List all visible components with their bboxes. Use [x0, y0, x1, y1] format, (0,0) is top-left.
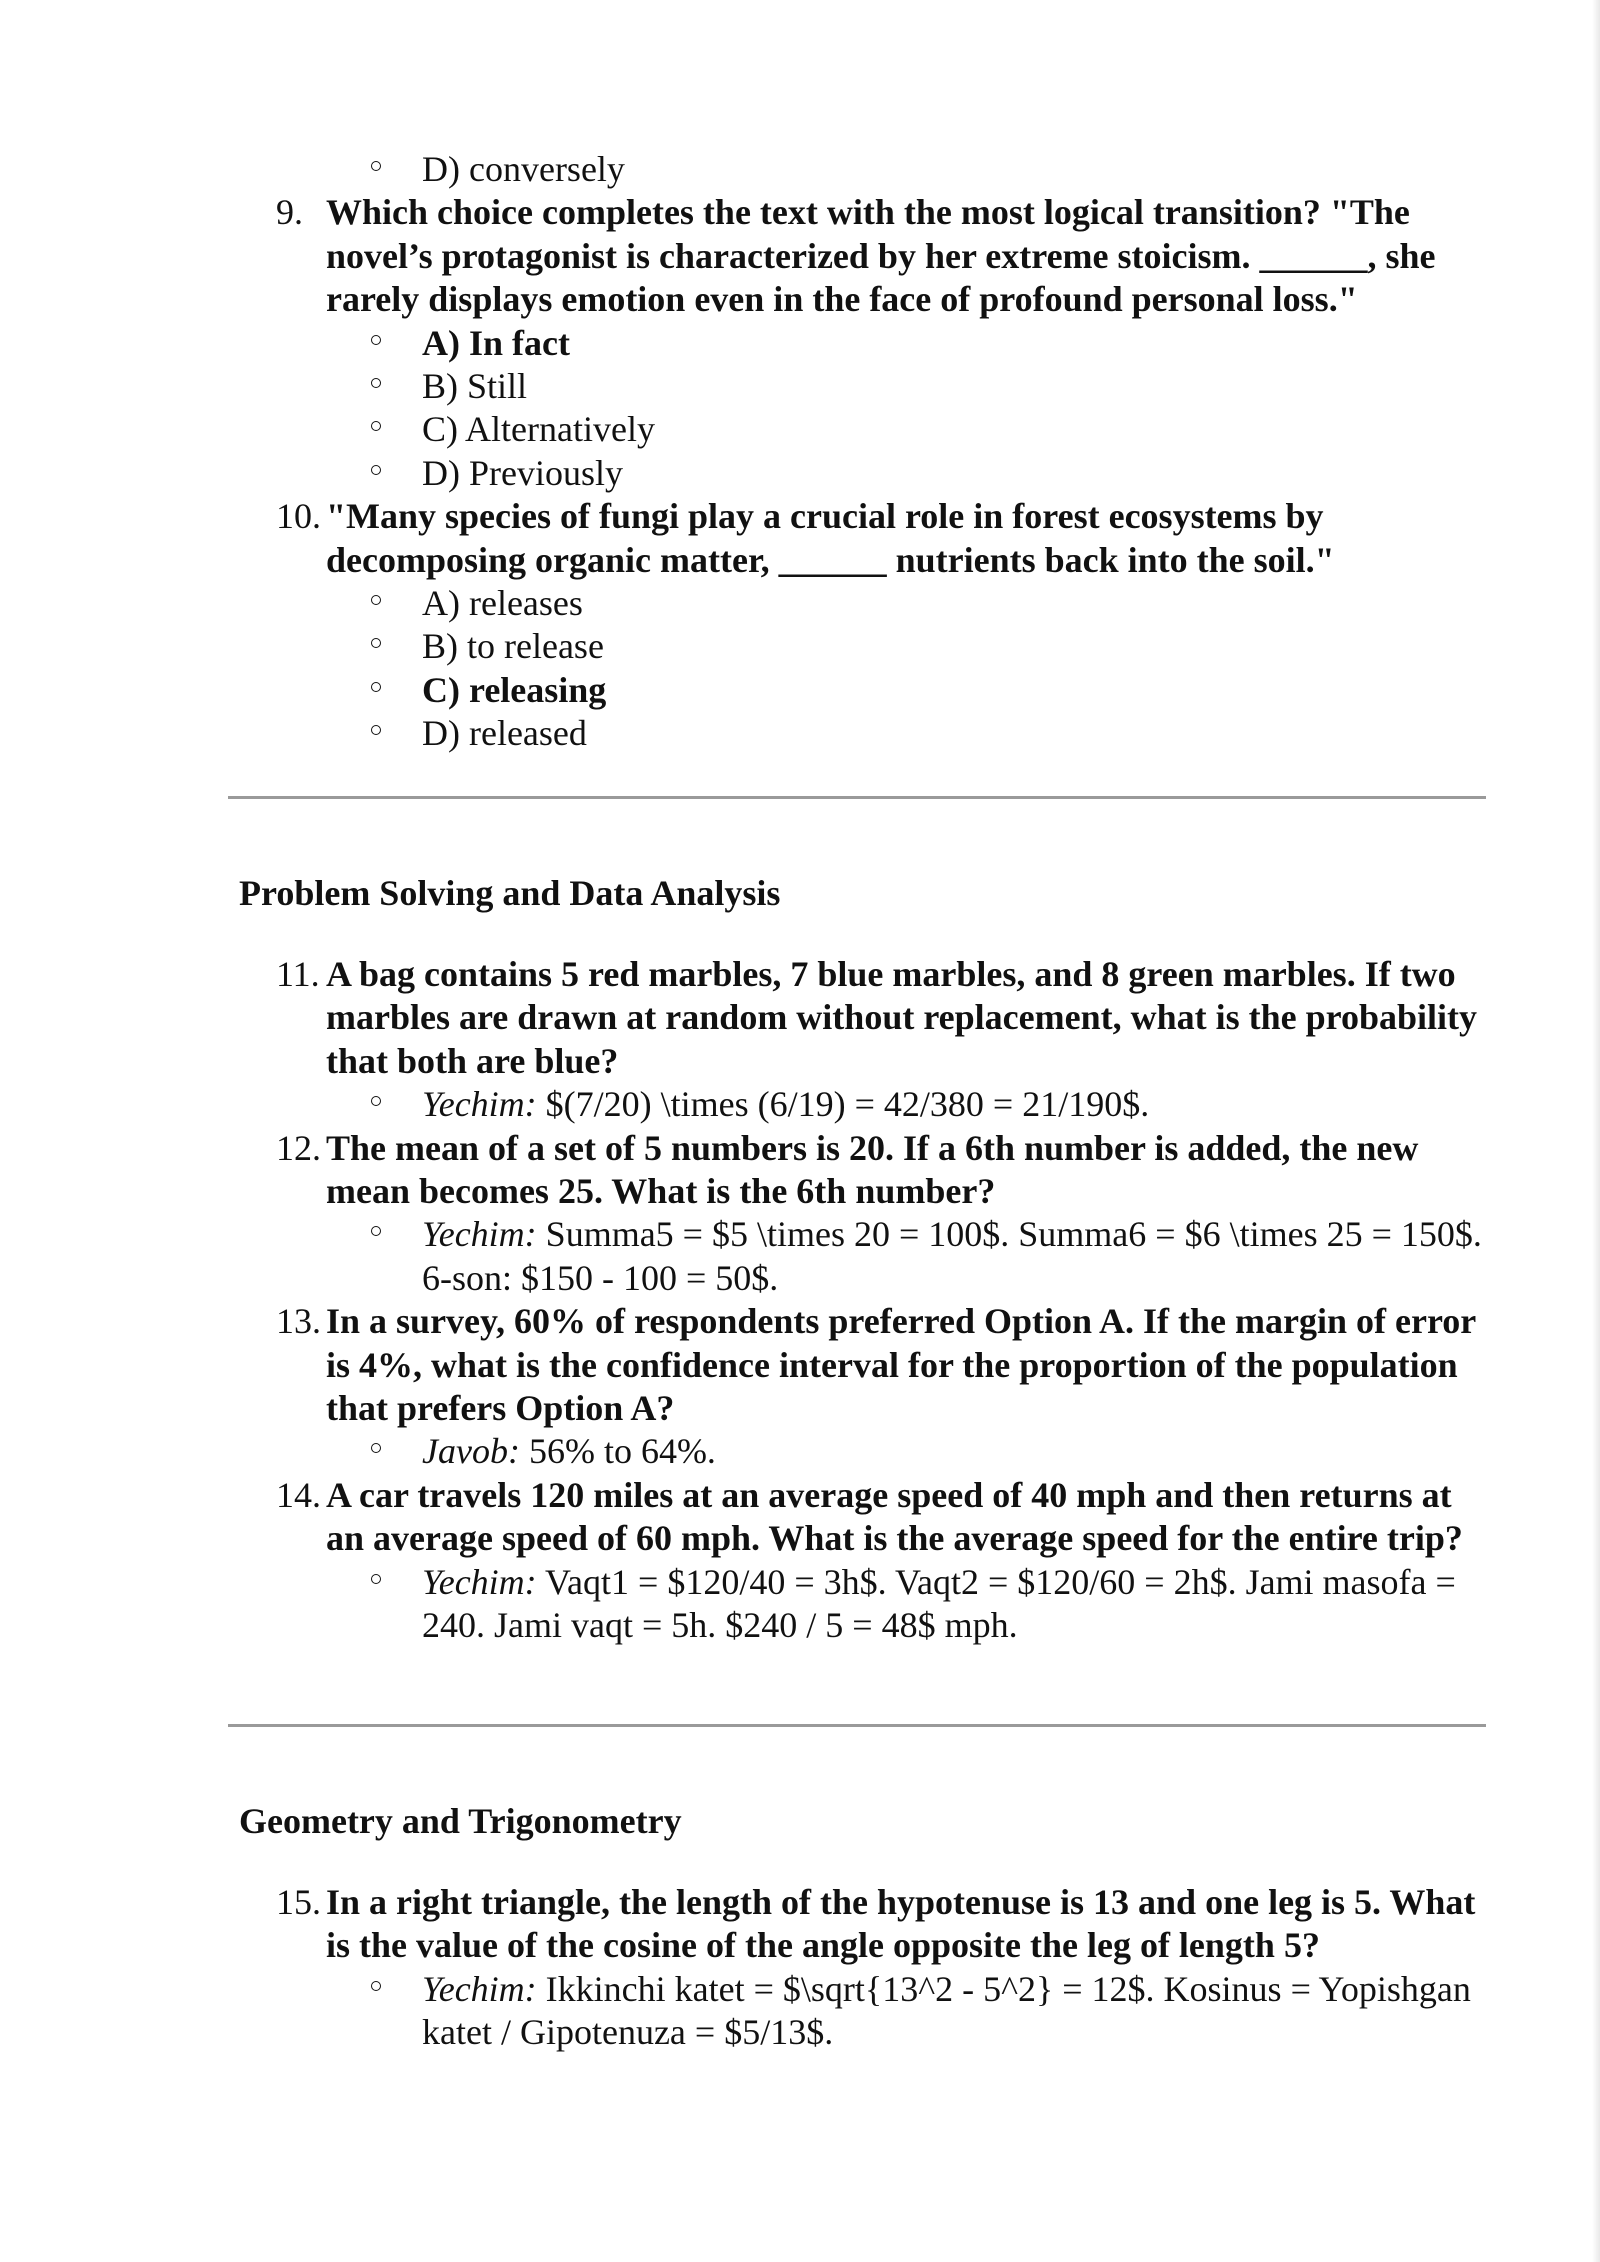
question-number: 11.	[276, 954, 320, 994]
question-text: A car travels 120 miles at an average speed of 40 mph and then returns at an average speed of 60 mph. What is the average speed for the entire trip?	[326, 1474, 1463, 1559]
q10-options	[228, 582, 1488, 756]
option-text: A) In fact	[422, 322, 570, 363]
question-text: In a survey, 60% of respondents preferred Option A. If the margin of error is 4%, what is the confidence interval for the proportion of the population that prefers Option A?	[326, 1301, 1476, 1429]
bullet-icon	[371, 335, 381, 345]
q14-solution	[228, 1561, 1490, 1648]
question-number: 10.	[276, 496, 321, 537]
section-divider	[228, 796, 1486, 799]
option-text: C) releasing	[422, 669, 607, 710]
list-item	[228, 322, 1488, 365]
question-14	[228, 1474, 1490, 1561]
q13-solution	[228, 1430, 1490, 1473]
list-item	[228, 1968, 1490, 2055]
bullet-icon	[371, 465, 381, 475]
list-item	[228, 1083, 1490, 1126]
list-item	[228, 148, 1488, 191]
bullet-icon	[371, 1574, 381, 1584]
question-12	[228, 1127, 1490, 1214]
q12-solution	[228, 1213, 1490, 1300]
bullet-icon	[371, 638, 381, 648]
option-text: D) conversely	[422, 149, 625, 189]
bullet-icon	[371, 682, 381, 692]
question-text: A bag contains 5 red marbles, 7 blue marbles, and 8 green marbles. If two marbles are drawn at random without replacement, what is the probability that both are blue?	[326, 954, 1477, 1081]
option-text: C) Alternatively	[422, 409, 655, 450]
solution-label: Yechim:	[422, 1214, 537, 1255]
question-text: In a right triangle, the length of the hypotenuse is 13 and one leg is 5. What is the value of the cosine of the angle opposite the leg of length 5?	[326, 1882, 1476, 1966]
list-item	[228, 712, 1488, 755]
section-divider	[228, 1724, 1486, 1727]
question-9	[228, 191, 1488, 321]
question-11	[228, 953, 1490, 1083]
q15-solution	[228, 1968, 1490, 2055]
list-item	[228, 625, 1488, 668]
solution-text: Vaqt1 = $120/40 = 3h$. Vaqt2 = $120/60 = 2h$. Jami masofa = 240. Jami vaqt = 5h. $240 / 5 = 48$ mph.	[422, 1561, 1456, 1646]
list-item	[228, 408, 1488, 451]
list-item	[228, 582, 1488, 625]
question-13	[228, 1300, 1490, 1430]
q9-options	[228, 322, 1488, 496]
question-15	[228, 1881, 1490, 1968]
bullet-icon	[371, 595, 381, 605]
question-text: Which choice completes the text with the most logical transition? "The novel’s protagonist is characterized by her extreme stoicism. ______, she rarely displays emotion even in the face of profound personal loss."	[326, 192, 1436, 320]
bullet-icon	[371, 1981, 381, 1991]
bullet-icon	[371, 421, 381, 431]
solution-label: Yechim:	[422, 1968, 537, 2009]
page-edge-shadow	[1592, 0, 1600, 2262]
list-item	[228, 1430, 1490, 1473]
solution-text: Ikkinchi katet = $\sqrt{13^2 - 5^2} = 12$. Kosinus = Yopishgan katet / Gipotenuza = $5/13$.	[422, 1968, 1471, 2053]
bullet-icon	[371, 378, 381, 388]
list-item	[228, 669, 1488, 712]
bullet-icon	[371, 1096, 381, 1106]
list-item	[228, 1561, 1490, 1648]
option-text: B) to release	[422, 626, 604, 667]
bullet-icon	[371, 161, 381, 171]
solution-label: Javob:	[422, 1431, 520, 1472]
q8-options-tail	[228, 148, 1488, 191]
question-text: "Many species of fungi play a crucial role in forest ecosystems by decomposing organic matter, ______ nutrients back into the soil."	[326, 496, 1335, 580]
bullet-icon	[371, 1226, 381, 1236]
question-number: 15.	[276, 1882, 321, 1922]
question-number: 12.	[276, 1127, 321, 1168]
solution-label: Yechim:	[422, 1084, 537, 1125]
section-heading-geometry: Geometry and Trigonometry	[239, 1801, 682, 1841]
list-item	[228, 1213, 1490, 1300]
solution-text: 56% to 64%.	[519, 1431, 716, 1472]
list-item	[228, 452, 1488, 495]
question-number: 14.	[276, 1474, 321, 1515]
question-text: The mean of a set of 5 numbers is 20. If a 6th number is added, the new mean becomes 25. What is the 6th number?	[326, 1127, 1419, 1212]
solution-text: $(7/20) \times (6/19) = 42/380 = 21/190$.	[536, 1084, 1150, 1125]
option-text: A) releases	[422, 583, 583, 624]
bullet-icon	[371, 725, 381, 735]
option-text: B) Still	[422, 366, 528, 407]
option-text: D) Previously	[422, 452, 623, 493]
question-number: 9.	[276, 192, 303, 233]
question-number: 13.	[276, 1301, 321, 1342]
question-10	[228, 495, 1488, 582]
solution-text: Summa5 = $5 \times 20 = 100$. Summa6 = $6 \times 25 = 150$. 6-son: $150 - 100 = 50$.	[422, 1214, 1482, 1298]
list-item	[228, 365, 1488, 408]
bullet-icon	[371, 1443, 381, 1453]
option-text: D) released	[422, 713, 587, 754]
section-heading-psda: Problem Solving and Data Analysis	[239, 873, 781, 913]
reading-writing-continuation	[228, 148, 1488, 756]
psda-questions	[228, 953, 1490, 1648]
q11-solution	[228, 1083, 1490, 1126]
geometry-questions	[228, 1881, 1490, 2055]
solution-label: Yechim:	[422, 1561, 537, 1602]
